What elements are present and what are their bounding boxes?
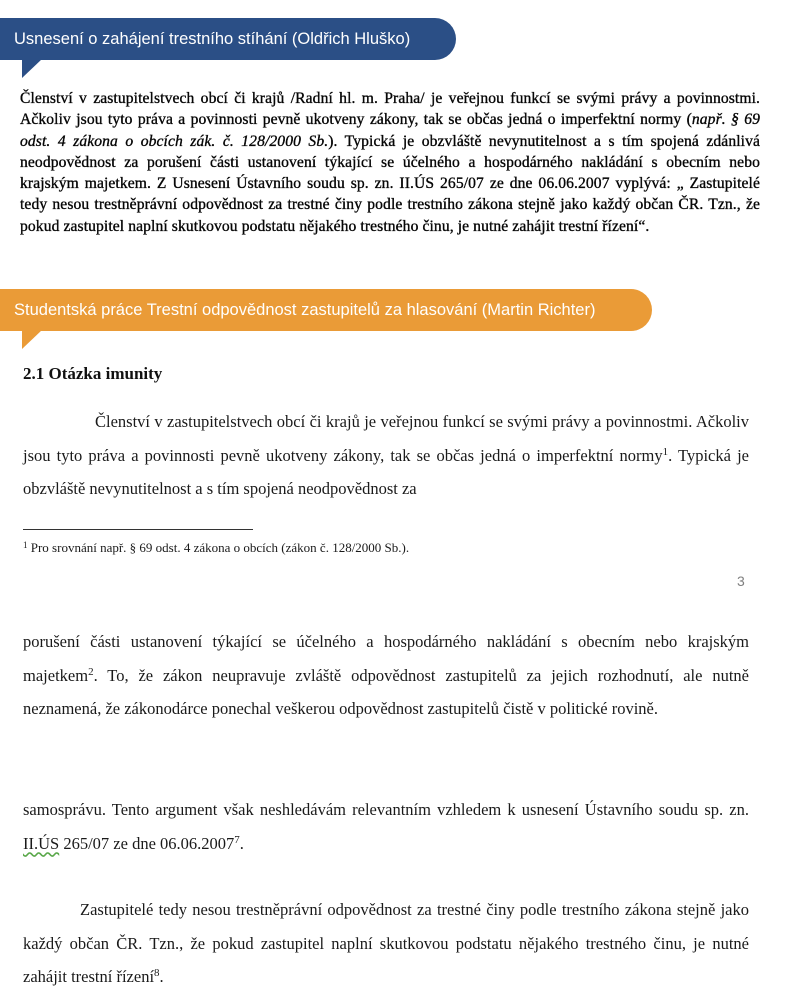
footnote-separator (23, 529, 253, 530)
callout-resolution-label: Usnesení o zahájení trestního stíhání (Oldřich Hluško) (14, 30, 411, 48)
footnote-text: Pro srovnání např. § 69 odst. 4 zákona o obcích (zákon č. 128/2000 Sb.). (27, 540, 410, 555)
footnote-ref: 2 (88, 665, 94, 678)
footnote-number: 1 (23, 540, 28, 550)
scan-italic-citation: např. § 69 odst. 4 zákona o obcích zák. č. 128/2000 Sb. (20, 111, 761, 150)
footnote-ref: 8 (154, 967, 160, 979)
paragraph-text: . To, že zákon neupravuje zvláště odpovědnost zastupitelů za jejich rozhodnutí, ale nutně neznamená, že zákonodárce ponechal veškerou odpovědnost zastupitelů čistě v politické rovině. (23, 665, 749, 718)
paragraph-text: samosprávu. Tento argument však neshledávám relevantním vzhledem k usnesení Ústavního soudu sp. zn. (23, 800, 749, 819)
spellcheck-flagged-word: II.ÚS (23, 833, 60, 853)
paragraph-end: . (239, 833, 244, 853)
section-heading: 2.1 Otázka imunity (23, 364, 163, 383)
scan-text: Členství v zastupitelstvech obcí či krajů /Radní hl. m. Praha/ je veřejnou funkcí se svými právy a povinnostmi. Ačkoliv jsou tyto práva a povinnosti pevně ukotveny zákony, tak se občas jedná o imperfektní normy ( (20, 90, 760, 129)
page-number: 3 (737, 573, 745, 589)
scanned-excerpt (20, 88, 760, 237)
paragraph-3 (23, 793, 749, 860)
callout-tail (22, 330, 42, 349)
paragraph-2 (23, 625, 749, 726)
callout-student-thesis (0, 289, 652, 331)
paragraph-4 (23, 893, 749, 994)
paragraph-text: Členství v zastupitelstvech obcí či krajů je veřejnou funkcí se svými právy a povinnostmi. Ačkoliv jsou tyto práva a povinnosti pevně ukotveny zákony, tak se občas jedná o imperfektní normy (23, 412, 749, 465)
footnote (23, 540, 409, 556)
paragraph-end: . (159, 967, 164, 986)
paragraph-text: Zastupitelé tedy nesou trestněprávní odpovědnost za trestné činy podle trestního zákona stejně jako každý občan ČR. Tzn., že pokud zastupitel naplní skutkovou podstatu nějakého trestného činu, je nutné zahájit trestní řízení (23, 900, 749, 986)
callout-tail (22, 59, 42, 78)
footnote-ref: 1 (662, 445, 669, 458)
callout-student-thesis-label: Studentská práce Trestní odpovědnost zastupitelů za hlasování (Martin Richter) (14, 301, 596, 319)
paragraph-text: porušení části ustanovení týkající se účelného a hospodárného nakládání s obecním nebo krajským majetkem (23, 632, 749, 685)
callout-resolution (0, 18, 456, 60)
paragraph-text: . Typická je obzvláště nevynutitelnost a s tím spojená neodpovědnost za (23, 445, 749, 498)
scan-text-rest: ). Typická je obzvláště nevynutitelnost a s tím spojená zdánlivá neodpovědnost za porušení části ustanovení týkající se účelného a hospodárného nakládání s obecním nebo krajským majetkem. Z Usnesení Ústavního soudu sp. zn. II.ÚS 265/07 ze dne 06.06.2007 vyplývá: „ Zastupitelé tedy nesou trestněprávní odpovědnost za trestné činy podle trestního zákona stejně jako každý občan ČR. Tzn., že pokud zastupitel naplní skutkovou podstatu nějakého trestného činu, je nutné zahájit trestní řízení“. (20, 132, 760, 235)
scanned-paragraph (20, 88, 760, 237)
paragraph-text: 265/07 ze dne 06.06.2007 (59, 833, 235, 853)
footnote-ref: 7 (234, 833, 240, 846)
paragraph-1 (23, 405, 749, 506)
